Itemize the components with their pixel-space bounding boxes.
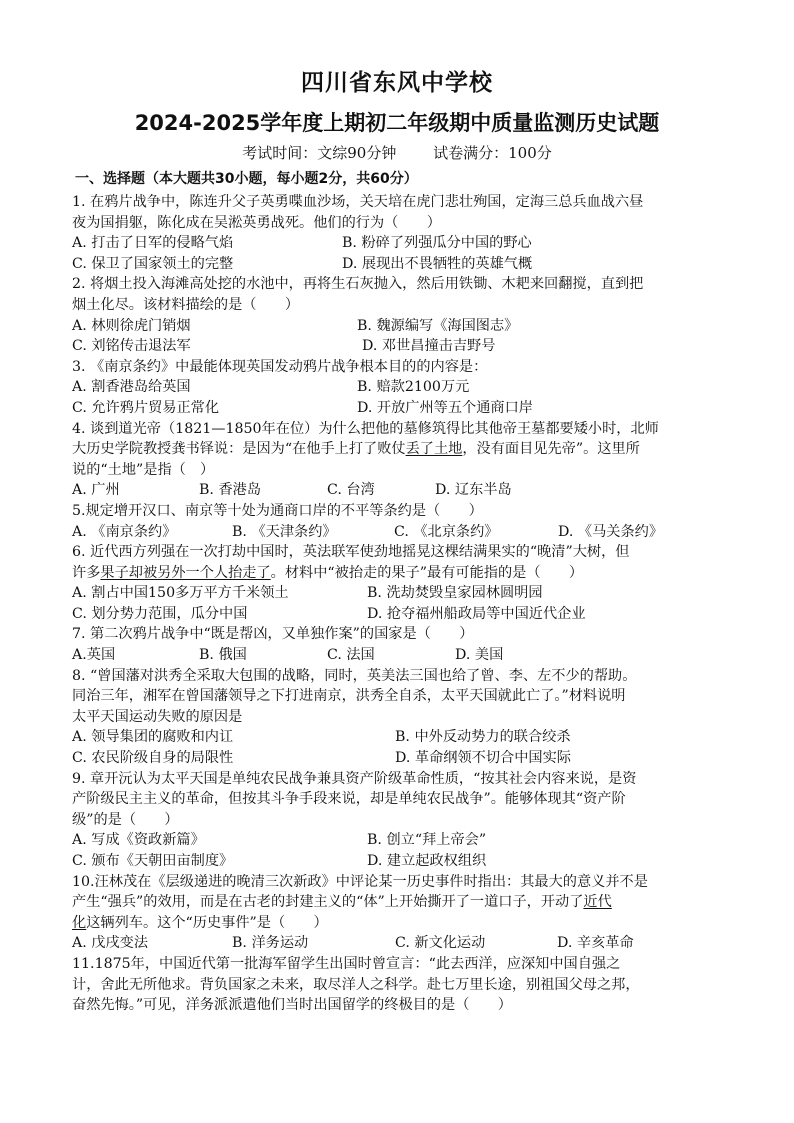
option-b: B. 魏源编写《海国图志》 xyxy=(357,317,519,334)
option-c: C. 法国 xyxy=(327,647,375,664)
question-5 xyxy=(72,501,722,542)
question-text: 级”的是（ ） xyxy=(72,811,179,828)
option-d: D. 革命纲领不切合中国实际 xyxy=(395,750,571,767)
option-a: A. 广州 xyxy=(72,482,120,499)
question-text: 6. 近代西方列强在一次打劫中国时，英法联军使劲地摇晃这棵结满果实的“晚清”大树，但 xyxy=(72,544,630,561)
underlined-phrase: 近代 xyxy=(583,894,612,911)
option-d: D. 辽东半岛 xyxy=(435,482,512,499)
question-list xyxy=(72,192,722,1016)
option-a: A. 割香港岛给英国 xyxy=(72,379,191,396)
exam-time: 考试时间：文综90分钟 xyxy=(242,144,397,162)
option-a: A. 《南京条约》 xyxy=(72,523,177,540)
question-7 xyxy=(72,624,722,665)
option-b: B. 洗劫焚毁皇家园林圆明园 xyxy=(367,585,543,602)
exam-title: 2024-2025学年度上期初二年级期中质量监测历史试题 xyxy=(134,111,660,135)
option-a: A. 割占中国150多万平方千米领土 xyxy=(72,585,289,602)
question-text: 1. 在鸦片战争中，陈连升父子英勇喋血沙场，关天培在虎门悲壮殉国，定海三总兵血战六昼 xyxy=(72,194,644,210)
question-text: 烟土化尽。该材料描绘的是（ ） xyxy=(72,296,300,313)
option-b: B. 香港岛 xyxy=(199,482,262,499)
question-text: 8. “曾国藩对洪秀全采取大包围的战略，同时，英美法三国也给了曾、李、左不少的帮助。 xyxy=(72,667,637,684)
question-text: 2. 将烟土投入海滩高处挖的水池中，再将生石灰抛入，然后用铁锄、木耙来回翻搅，直到把 xyxy=(72,276,644,293)
option-d: D. 抢夺福州船政局等中国近代企业 xyxy=(367,605,586,622)
question-3 xyxy=(72,357,722,419)
option-d: D. 辛亥革命 xyxy=(557,935,634,952)
question-text: 7. 第二次鸦片战争中“既是帮凶，又单独作案”的国家是（ ） xyxy=(72,626,474,643)
underlined-phrase: 丢了土地 xyxy=(405,441,463,458)
section-title: 一、选择题（本大题共30小题，每小题2分，共60分） xyxy=(75,171,418,187)
question-text: 夜为国捐躯，陈化成在吴淞英勇战死。他们的行为（ ） xyxy=(72,214,441,231)
underlined-phrase: 化 xyxy=(72,914,87,931)
option-c: C. 颁布《天朝田亩制度》 xyxy=(72,853,234,869)
question-text: 产阶级民主主义的革命，但按其斗争手段来说，却是单纯农民战争”。能够体现其“资产阶 xyxy=(72,791,626,808)
option-b: B. 《天津条约》 xyxy=(232,523,337,540)
question-10 xyxy=(72,872,722,954)
option-c: C. 农民阶级自身的局限性 xyxy=(72,750,234,767)
question-8 xyxy=(72,666,722,769)
option-c: C. 刘铭传击退法军 xyxy=(72,338,191,355)
question-text: 奋然先悔。”可见，洋务派派遣他们当时出国留学的终极目的是（ ） xyxy=(72,997,512,1014)
option-b: B. 创立“拜上帝会” xyxy=(367,832,487,849)
full-score: 试卷满分：100分 xyxy=(433,144,552,162)
question-text: 11.1875年，中国近代第一批海军留学生出国时曾宣言：“此去西洋，应深知中国自强之 xyxy=(72,955,621,972)
question-text: 产生“强兵”的效用，而是在古老的封建主义的“体”上开始撕开了一道口子，开动了近代 xyxy=(72,894,612,911)
question-text: 3. 《南京条约》中最能体现英国发动鸦片战争根本目的的内容是： xyxy=(72,358,488,375)
option-d: D. 展现出不畏牺牲的英雄气概 xyxy=(342,255,533,272)
option-c: C. 划分势力范围，瓜分中国 xyxy=(72,605,248,622)
option-b: B. 俄国 xyxy=(199,647,247,664)
school-name: 四川省东风中学校 xyxy=(301,70,493,96)
exam-info xyxy=(0,142,794,163)
question-text: 10.汪林茂在《层级递进的晚清三次新政》中评论某一历史事件时指出：其最大的意义并不是 xyxy=(72,873,648,890)
option-d: D. 建立起政权组织 xyxy=(367,853,487,869)
option-b: B. 中外反动势力的联合绞杀 xyxy=(395,729,571,746)
question-text: 太平天国运动失败的原因是 xyxy=(72,708,243,725)
option-c: C. 保卫了国家领土的完整 xyxy=(72,255,234,272)
option-c: C. 允许鸦片贸易正常化 xyxy=(72,399,220,416)
option-a: A.英国 xyxy=(72,647,116,664)
option-a: A. 写成《资政新篇》 xyxy=(72,832,205,849)
option-c: C. 《北京条约》 xyxy=(394,523,499,540)
option-b: B. 粉碎了列强瓜分中国的野心 xyxy=(342,235,532,252)
question-text: 化这辆列车。这个“历史事件”是（ ） xyxy=(72,914,328,931)
question-text: 9. 章开沅认为太平天国是单纯农民战争兼具资产阶级革命性质，“按其社会内容来说，是资 xyxy=(72,770,637,787)
question-text: 大历史学院教授龚书铎说：是因为“在他手上打了败仗丢了土地，没有面目见先帝”。这里所 xyxy=(72,441,640,458)
option-a: A. 领导集团的腐败和内讧 xyxy=(72,729,234,746)
option-c: C. 新文化运动 xyxy=(395,935,486,952)
question-text: 5.规定增开汉口、南京等十处为通商口岸的不平等条约是（ ） xyxy=(72,502,483,519)
option-b: B. 赔款2100万元 xyxy=(357,379,470,396)
question-text: 许多果子却被另外一个人抬走了。材料中“被抬走的果子”最有可能指的是（ ） xyxy=(72,564,584,581)
question-text: 4. 谈到道光帝（1821—1850年在位）为什么把他的墓修筑得比其他帝王墓都要矮小时，北师 xyxy=(72,420,659,437)
question-11 xyxy=(72,954,722,1016)
question-text: 同治三年，湘军在曾国藩领导之下打进南京，洪秀全自杀，太平天国就此亡了。”材料说明 xyxy=(72,688,626,705)
question-6 xyxy=(72,542,722,624)
question-9 xyxy=(72,769,722,872)
option-d: D. 开放广州等五个通商口岸 xyxy=(357,399,533,416)
option-c: C. 台湾 xyxy=(327,482,375,499)
option-b: B. 洋务运动 xyxy=(232,935,309,952)
option-a: A. 打击了日军的侵略气焰 xyxy=(72,235,234,252)
option-a: A. 戊戌变法 xyxy=(72,935,149,952)
option-d: D. 《马关条约》 xyxy=(558,523,664,540)
option-d: D. 邓世昌撞击吉野号 xyxy=(362,338,496,355)
question-4 xyxy=(72,419,722,501)
underlined-phrase: 果子却被另外一个人抬走了 xyxy=(100,564,271,581)
option-a: A. 林则徐虎门销烟 xyxy=(72,317,191,334)
question-text: 计，舍此无所他求。背负国家之未来，取尽洋人之科学。赴七万里长途，别祖国父母之邦， xyxy=(72,976,640,993)
question-text: 说的“土地”是指（ ） xyxy=(72,461,215,478)
question-2 xyxy=(72,274,722,356)
question-1 xyxy=(72,192,722,274)
option-d: D. 美国 xyxy=(455,647,504,664)
